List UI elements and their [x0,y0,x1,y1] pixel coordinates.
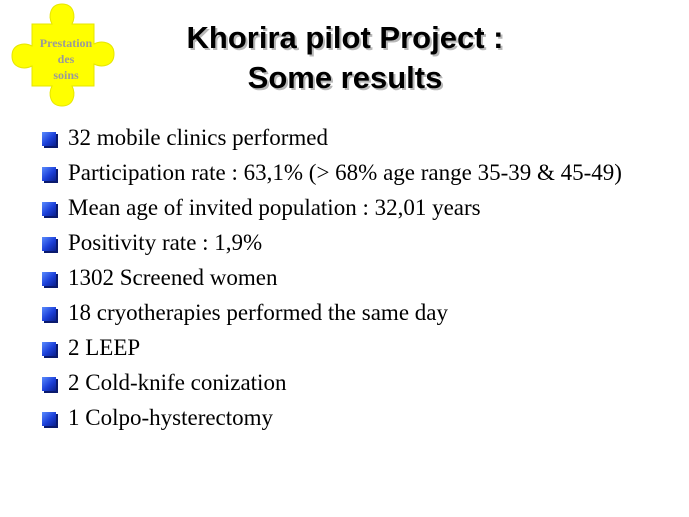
bullet-text: Mean age of invited population : 32,01 years [68,195,481,220]
bullet-text: Positivity rate : 1,9% [68,230,263,255]
blue-square-bullet-icon [42,342,56,356]
slide-title [130,18,560,98]
bullet-text: 32 mobile clinics performed [68,125,328,150]
badge-line-1: Prestation [39,36,93,50]
bullet-text: 1302 Screened women [68,265,278,290]
list-item [42,125,672,151]
blue-square-bullet-icon [42,237,56,251]
blue-square-bullet-icon [42,132,56,146]
bullet-text: 1 Colpo-hysterectomy [68,405,274,430]
puzzle-piece-badge [8,2,116,112]
blue-square-bullet-icon [42,202,56,216]
list-item [42,370,672,396]
bullet-list [42,125,672,440]
blue-square-bullet-icon [42,307,56,321]
badge-line-3: soins [53,68,79,82]
list-item [42,300,672,326]
bullet-text: Participation rate : 63,1% (> 68% age range 35-39 & 45-49) [68,160,622,185]
blue-square-bullet-icon [42,377,56,391]
blue-square-bullet-icon [42,272,56,286]
title-line-2: Some results [247,60,443,95]
list-item [42,195,672,221]
list-item [42,335,672,361]
blue-square-bullet-icon [42,167,56,181]
list-item [42,160,672,186]
bullet-text: 2 Cold-knife conization [68,370,287,395]
bullet-text: 18 cryotherapies performed the same day [68,300,448,325]
badge-line-2: des [57,52,75,66]
bullet-text: 2 LEEP [68,335,141,360]
title-line-1: Khorira pilot Project : [186,20,504,55]
badge-text [16,35,116,83]
list-item [42,265,672,291]
list-item [42,230,672,256]
list-item [42,405,672,431]
blue-square-bullet-icon [42,412,56,426]
